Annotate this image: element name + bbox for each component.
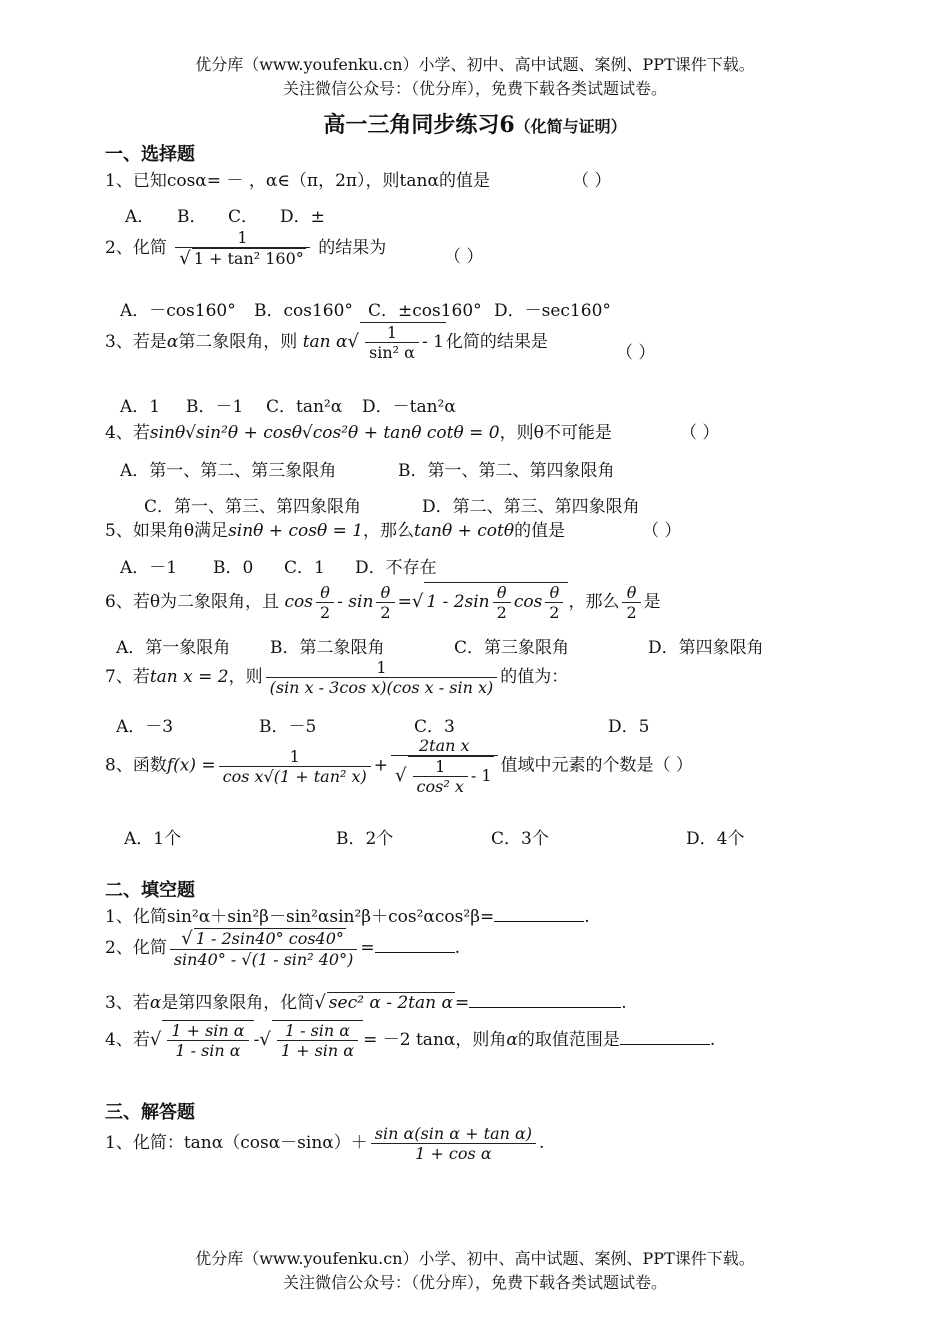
q7-suffix: 的值为： <box>500 667 569 687</box>
fill-4-prefix: 4、若 <box>105 1030 150 1050</box>
q5-suffix: 的值是 <box>514 521 566 541</box>
fill-3-end: . <box>621 993 627 1013</box>
q6-minus-sin: - sin <box>337 592 374 612</box>
q3-fraction <box>365 323 419 362</box>
fill-2-fraction <box>170 928 358 969</box>
q7-option-d: D．5 <box>608 717 650 737</box>
question-4 <box>105 418 612 443</box>
fill-4-fraction-1 <box>167 1021 248 1060</box>
q1-answer-paren: （ ） <box>572 171 612 191</box>
q6-cos: cos <box>284 592 313 612</box>
fill-4-blank[interactable] <box>620 1030 710 1045</box>
q3-alpha: α <box>166 332 179 352</box>
sqrt-icon: √ <box>181 928 193 949</box>
q3-denominator: sin² α <box>365 342 419 362</box>
footer-line-1: 优分库（www.youfenku.cn）小学、初中、高中试题、案例、PPT课件下载。 <box>195 1249 755 1268</box>
fill-4-den-1: 1 - sin α <box>167 1040 248 1060</box>
fill-3-alpha: α <box>149 993 162 1013</box>
question-8 <box>105 736 693 796</box>
fill-1 <box>105 902 590 927</box>
q2-numerator: 1 <box>237 228 248 247</box>
fill-4-minus: - <box>253 1030 260 1050</box>
q8-plus: + <box>373 755 389 776</box>
q8-inner-fraction <box>413 757 468 796</box>
q5-expression: sinθ + cosθ = 1 <box>228 521 364 541</box>
q2-answer-paren: （ ） <box>444 247 484 267</box>
q5-prefix: 5、如果角θ满足 <box>105 521 229 541</box>
q8-suffix: 值域中元素的个数是（ ） <box>500 755 693 776</box>
sqrt-icon: √ <box>179 248 191 269</box>
sqrt-icon: √ <box>411 591 424 612</box>
q3-option-c: C．tan²α <box>266 397 343 417</box>
q5-answer-paren: （ ） <box>642 521 682 541</box>
q1-option-c: C． <box>228 207 259 227</box>
q1-option-b: B． <box>177 207 207 227</box>
q5-mid: ，那么 <box>363 521 415 541</box>
q7-denominator: (sin x - 3cos x)(cos x - sin x) <box>266 677 498 697</box>
q4-expression: sinθ√sin²θ + cosθ√cos²θ + tanθ cotθ = 0 <box>149 423 500 443</box>
q4-prefix: 4、若 <box>105 423 150 443</box>
q2-option-a: A．－cos160° <box>120 301 236 321</box>
q6-frac-4 <box>545 583 563 622</box>
q2-prefix: 2、化简 <box>105 238 167 258</box>
q7-prefix: 7、若 <box>105 667 150 687</box>
fill-2-blank[interactable] <box>375 938 455 953</box>
fill-3-radicand: sec² α - 2tan α <box>328 993 453 1013</box>
fill-4-fraction-2 <box>277 1021 358 1060</box>
q6-frac-4-den: 2 <box>545 602 563 622</box>
solve-1 <box>105 1124 544 1163</box>
fill-1-end: . <box>584 907 590 927</box>
q6-frac-2-den: 2 <box>376 602 394 622</box>
q7-expression: tan x = 2 <box>149 667 229 687</box>
q8-fraction-1 <box>219 747 371 786</box>
q2-radicand: 1 + tan² 160° <box>193 249 304 268</box>
q2-fraction <box>175 228 310 269</box>
q8-fx: f(x) = <box>166 755 216 776</box>
q8-radicand <box>408 756 494 796</box>
fill-2-eq: = <box>360 938 375 958</box>
section-2-heading: 二、填空题 <box>105 880 195 901</box>
q3-mid: 第二象限角，则 <box>178 332 298 352</box>
q5-option-b: B．0 <box>213 558 254 578</box>
fill-1-blank[interactable] <box>494 907 584 922</box>
q7-mid: ，则 <box>228 667 263 687</box>
solve-1-prefix: 1、化简：tanα（cosα－sinα）＋ <box>105 1133 368 1153</box>
fill-3-blank[interactable] <box>469 993 621 1008</box>
q3-radicand <box>360 322 446 362</box>
q8-inner-num: 1 <box>435 757 446 776</box>
q6-option-d: D．第四象限角 <box>648 638 764 658</box>
q7-option-b: B．－5 <box>259 717 317 737</box>
q3-answer-paren: （ ） <box>616 343 656 363</box>
fill-4-end: . <box>709 1030 716 1050</box>
q6-frac-1-num: θ <box>320 583 330 602</box>
question-5 <box>105 516 565 541</box>
sqrt-icon: √ <box>149 1029 162 1050</box>
q6-suffix-a: ，那么 <box>568 592 620 612</box>
header-line-2: 关注微信公众号：（优分库），免费下载各类试题试卷。 <box>282 79 667 98</box>
fill-4-radicand-1 <box>162 1020 253 1060</box>
q7-option-a: A．－3 <box>116 717 174 737</box>
q3-prefix: 3、若是 <box>105 332 167 352</box>
title-main: 高一三角同步练习6 <box>323 112 515 138</box>
fill-4-radicand-2 <box>272 1020 363 1060</box>
fill-2-end: . <box>454 938 460 958</box>
q6-frac-4-num: θ <box>549 583 560 602</box>
q6-rad-b: cos <box>513 592 543 612</box>
q4-option-b: B．第一、第二、第四象限角 <box>398 461 615 481</box>
solve-1-fraction <box>371 1124 536 1163</box>
fill-2-numerator <box>170 928 358 949</box>
q6-frac-3 <box>493 583 511 622</box>
q6-option-a: A．第一象限角 <box>116 638 231 658</box>
fill-1-text: 1、化简sin²α＋sin²β－sin²αsin²β＋cos²αcos²β= <box>105 907 495 927</box>
fill-4-alpha: α <box>506 1030 518 1050</box>
q7-fraction <box>266 658 498 697</box>
sqrt-icon: √ <box>314 992 326 1013</box>
q6-frac-2 <box>376 583 394 622</box>
q5-option-c: C．1 <box>284 558 325 578</box>
fill-3-mid: 是第四象限角，化简 <box>161 993 315 1013</box>
q6-frac-1 <box>316 583 334 622</box>
solve-1-denominator: 1 + cos α <box>371 1143 536 1163</box>
q8-fraction-2 <box>391 736 497 796</box>
solve-1-numerator: sin α(sin α + tan α) <box>374 1124 533 1143</box>
q6-radicand <box>424 582 568 622</box>
footer-line-2: 关注微信公众号：（优分库），免费下载各类试题试卷。 <box>282 1273 667 1292</box>
q4-option-a: A．第一、第二、第三象限角 <box>120 461 337 481</box>
q3-option-a: A．1 <box>120 397 161 417</box>
q3-option-d: D．－tan²α <box>362 397 456 417</box>
q2-suffix: 的结果为 <box>318 238 387 258</box>
sqrt-icon: √ <box>347 331 360 352</box>
fill-2 <box>105 928 460 969</box>
q8-denominator-2 <box>391 755 497 796</box>
q4-answer-paren: （ ） <box>680 423 720 443</box>
question-1 <box>105 166 490 191</box>
q6-frac-5-num: θ <box>626 583 637 602</box>
q8-denominator-1: cos x√(1 + tan² x) <box>219 766 371 786</box>
q6-prefix: 6、若θ为二象限角，且 <box>105 592 280 612</box>
fill-4-den-2: 1 + sin α <box>277 1040 358 1060</box>
title-sub: （化简与证明） <box>514 117 627 136</box>
q2-denominator <box>175 247 310 269</box>
q7-option-c: C．3 <box>414 717 455 737</box>
q3-numerator: 1 <box>386 323 398 342</box>
fill-2-prefix: 2、化简 <box>105 938 167 958</box>
q6-rad-a: 1 - 2sin <box>426 592 490 612</box>
fill-2-denominator: sin40° - √(1 - sin² 40°) <box>170 949 358 969</box>
fill-3-eq: = <box>454 993 470 1013</box>
q6-suffix-b: 是 <box>643 592 661 612</box>
header-line-1: 优分库（www.youfenku.cn）小学、初中、高中试题、案例、PPT课件下载。 <box>195 55 755 74</box>
q8-option-b: B．2个 <box>336 829 394 849</box>
fill-2-radicand: 1 - 2sin40° cos40° <box>195 929 344 948</box>
q6-eq: = <box>397 592 412 612</box>
q8-numerator-1: 1 <box>289 746 300 766</box>
fill-3-prefix: 3、若 <box>105 993 150 1013</box>
sqrt-icon: √ <box>395 765 407 786</box>
fill-4-num-1: 1 + sin α <box>171 1021 245 1040</box>
q6-frac-2-num: θ <box>380 583 391 602</box>
q4-option-c: C．第一、第三、第四象限角 <box>144 497 362 517</box>
q6-option-b: B．第二象限角 <box>270 638 385 658</box>
section-3-heading: 三、解答题 <box>105 1102 195 1123</box>
page-title <box>0 108 950 139</box>
q3-expr-post: - 1 <box>421 332 444 352</box>
q7-numerator: 1 <box>376 658 387 677</box>
fill-4-suffix: 的取值范围是 <box>517 1030 620 1050</box>
q8-inner-den: cos² x <box>413 776 468 796</box>
section-1-heading: 一、选择题 <box>105 144 195 165</box>
q8-numerator-2: 2tan x <box>418 736 470 755</box>
q4-suffix: ，则θ不可能是 <box>499 423 612 443</box>
q6-frac-5 <box>622 583 640 622</box>
q6-frac-3-num: θ <box>496 583 507 602</box>
q2-option-b: B．cos160° <box>254 301 353 321</box>
sqrt-icon: √ <box>259 1029 271 1050</box>
question-6 <box>105 582 661 622</box>
q1-option-a: A． <box>125 207 155 227</box>
solve-1-end: . <box>539 1133 545 1153</box>
q8-option-a: A．1个 <box>124 829 182 849</box>
fill-4 <box>105 1020 715 1060</box>
q3-expr-pre: tan α <box>302 332 348 352</box>
q2-option-d: D．－sec160° <box>494 301 611 321</box>
question-3 <box>105 322 548 362</box>
q3-option-b: B．－1 <box>186 397 244 417</box>
q5-option-d: D．不存在 <box>355 558 437 578</box>
q4-option-d: D．第二、第三、第四象限角 <box>422 497 640 517</box>
q6-frac-1-den: 2 <box>316 602 334 622</box>
question-7 <box>105 658 568 697</box>
fill-3 <box>105 988 627 1013</box>
q6-option-c: C．第三象限角 <box>454 638 570 658</box>
q6-frac-3-den: 2 <box>493 602 511 622</box>
q3-suffix: 化简的结果是 <box>445 332 548 352</box>
fill-4-num-2: 1 - sin α <box>284 1021 351 1040</box>
q5-expression-2: tanθ + cotθ <box>414 521 515 541</box>
q5-option-a: A．－1 <box>120 558 178 578</box>
q1-text: 1、已知cosα= － ，α∈（π，2π），则tanα的值是 <box>105 171 490 191</box>
q8-prefix: 8、函数 <box>105 755 167 776</box>
question-2 <box>105 228 386 269</box>
q2-option-c: C．±cos160° <box>368 301 482 321</box>
q6-frac-5-den: 2 <box>622 602 640 622</box>
q8-den-post: - 1 <box>470 766 492 785</box>
q8-option-d: D．4个 <box>686 829 745 849</box>
fill-4-eq: = －2 tanα，则角 <box>363 1030 507 1050</box>
q1-option-d: D．± <box>280 207 325 227</box>
q8-option-c: C．3个 <box>491 829 549 849</box>
